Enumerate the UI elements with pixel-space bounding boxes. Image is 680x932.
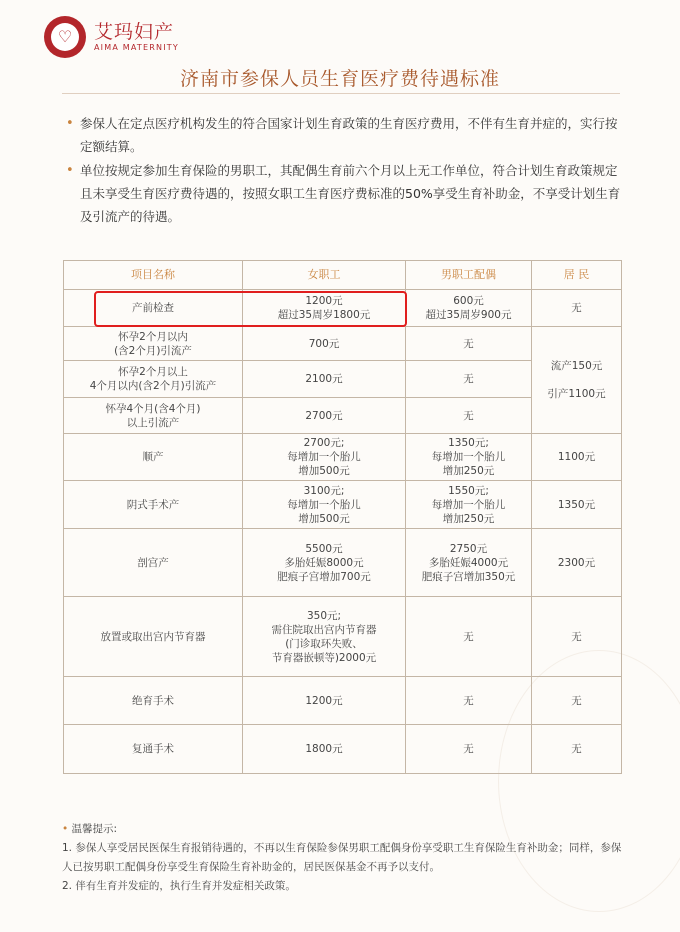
table-row bbox=[64, 597, 622, 677]
benefit-table bbox=[63, 260, 622, 774]
bullet-dot-icon: • bbox=[62, 823, 72, 835]
table-row bbox=[64, 434, 622, 481]
cell-item: 复通手术 bbox=[64, 725, 243, 774]
cell-spouse: 无 bbox=[406, 677, 532, 725]
table-row bbox=[64, 677, 622, 725]
note-item: 2. 伴有生育并发症的，执行生育并发症相关政策。 bbox=[62, 880, 296, 892]
cell-resident: 1350元 bbox=[532, 481, 622, 529]
logo-heart-icon: ♡ bbox=[51, 23, 79, 51]
header-female: 女职工 bbox=[243, 261, 406, 290]
table-header-row bbox=[64, 261, 622, 290]
cell-spouse: 无 bbox=[406, 398, 532, 434]
cell-female: 1200元 超过35周岁1800元 bbox=[243, 290, 406, 327]
header-resident: 居 民 bbox=[532, 261, 622, 290]
cell-female: 5500元 多胎妊娠8000元 肥痕子宫增加700元 bbox=[243, 529, 406, 597]
cell-item: 怀孕2个月以上 4个月以内(含2个月)引流产 bbox=[64, 361, 243, 398]
cell-item: 阴式手术产 bbox=[64, 481, 243, 529]
cell-item: 怀孕4个月(含4个月) 以上引流产 bbox=[64, 398, 243, 434]
cell-resident-abortion: 流产150元 引产1100元 bbox=[532, 327, 622, 434]
cell-spouse: 无 bbox=[406, 597, 532, 677]
cell-female: 1200元 bbox=[243, 677, 406, 725]
note-item: 1. 参保人享受居民医保生育报销待遇的，不再以生育保险参保男职工配偶身份享受职工生育保险生育补助金；同样，参保人已按男职工配偶身份享受生育保险生育补助金的，居民医保基金不再予以支付。 bbox=[62, 842, 622, 873]
logo-text bbox=[94, 21, 179, 53]
cell-item: 产前检查 bbox=[64, 290, 243, 327]
cell-spouse: 无 bbox=[406, 327, 532, 361]
bullet-item bbox=[66, 159, 622, 228]
bullet-text: 参保人在定点医疗机构发生的符合国家计划生育政策的生育医疗费用，不伴有生育并症的，实行按定额结算。 bbox=[80, 116, 618, 154]
header-spouse: 男职工配偶 bbox=[406, 261, 532, 290]
notes-heading bbox=[62, 820, 622, 839]
cell-spouse: 1550元; 每增加一个胎儿 增加250元 bbox=[406, 481, 532, 529]
cell-item: 顺产 bbox=[64, 434, 243, 481]
cell-resident: 无 bbox=[532, 677, 622, 725]
bullet-dot-icon: • bbox=[66, 116, 74, 131]
notes-section bbox=[62, 820, 622, 896]
policy-bullets bbox=[66, 112, 622, 229]
logo-name-en: AIMA MATERNITY bbox=[94, 43, 179, 52]
cell-spouse: 无 bbox=[406, 725, 532, 774]
cell-female: 2700元; 每增加一个胎儿 增加500元 bbox=[243, 434, 406, 481]
cell-spouse: 2750元 多胎妊娠4000元 肥痕子宫增加350元 bbox=[406, 529, 532, 597]
table-row bbox=[64, 529, 622, 597]
cell-resident: 无 bbox=[532, 597, 622, 677]
bullet-text: 单位按规定参加生育保险的男职工，其配偶生育前六个月以上无工作单位，符合计划生育政策规定且未享受生育医疗费待遇的，按照女职工生育医疗费标准的50%享受生育补助金，不享受计划生育及引流产的待遇。 bbox=[80, 163, 621, 224]
cell-resident: 无 bbox=[532, 290, 622, 327]
cell-female: 2700元 bbox=[243, 398, 406, 434]
cell-resident: 1100元 bbox=[532, 434, 622, 481]
logo-name-cn: 艾玛妇产 bbox=[94, 21, 175, 43]
brand-logo[interactable] bbox=[44, 16, 179, 58]
cell-spouse: 600元 超过35周岁900元 bbox=[406, 290, 532, 327]
table-row bbox=[64, 725, 622, 774]
cell-female: 350元; 需住院取出宫内节育器 (门诊取环失败、 节育器嵌顿等)2000元 bbox=[243, 597, 406, 677]
bullet-item bbox=[66, 112, 622, 158]
cell-item: 绝育手术 bbox=[64, 677, 243, 725]
cell-item: 剖宫产 bbox=[64, 529, 243, 597]
cell-item: 放置或取出宫内节育器 bbox=[64, 597, 243, 677]
title-divider bbox=[62, 93, 620, 94]
cell-female: 700元 bbox=[243, 327, 406, 361]
cell-female: 2100元 bbox=[243, 361, 406, 398]
table-body bbox=[64, 290, 622, 774]
bullet-dot-icon: • bbox=[66, 163, 74, 178]
notes-heading-text: 温馨提示: bbox=[71, 823, 118, 835]
cell-female: 3100元; 每增加一个胎儿 增加500元 bbox=[243, 481, 406, 529]
highlight-box bbox=[94, 291, 407, 327]
table-row bbox=[64, 327, 622, 361]
cell-spouse: 1350元; 每增加一个胎儿 增加250元 bbox=[406, 434, 532, 481]
logo-icon bbox=[44, 16, 86, 58]
page-title: 济南市参保人员生育医疗费待遇标准 bbox=[179, 68, 500, 90]
cell-resident: 2300元 bbox=[532, 529, 622, 597]
cell-spouse: 无 bbox=[406, 361, 532, 398]
cell-resident: 无 bbox=[532, 725, 622, 774]
cell-item: 怀孕2个月以内 (含2个月)引流产 bbox=[64, 327, 243, 361]
cell-female: 1800元 bbox=[243, 725, 406, 774]
table-row bbox=[64, 481, 622, 529]
header-item: 项目名称 bbox=[64, 261, 243, 290]
